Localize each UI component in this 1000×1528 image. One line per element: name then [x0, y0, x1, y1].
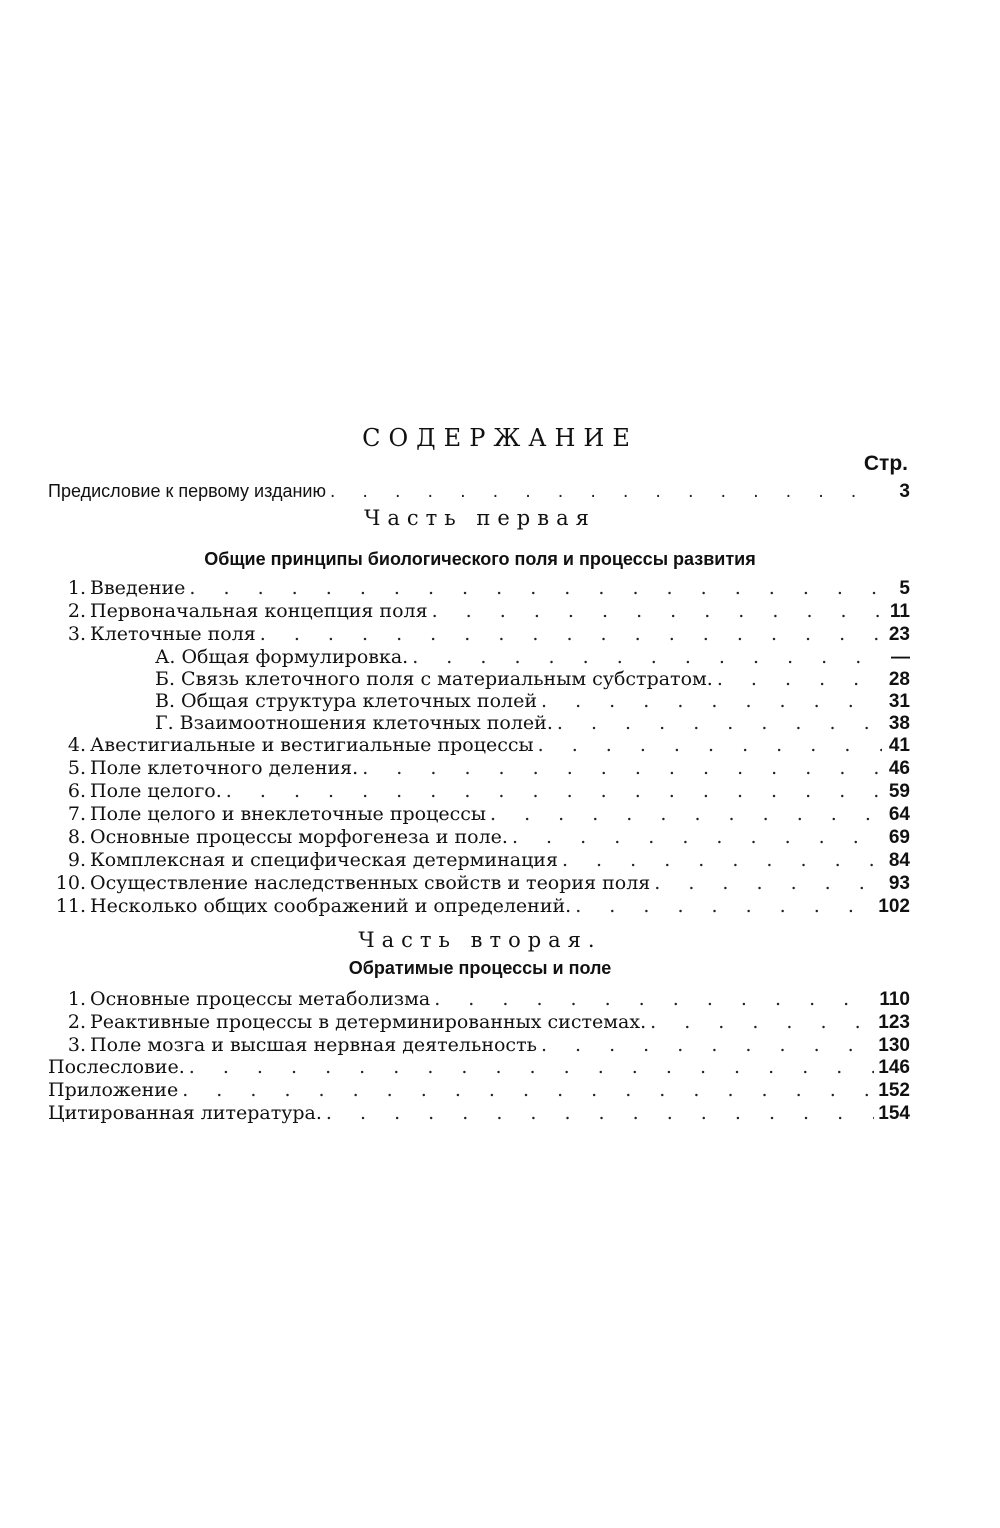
entry-page: 84: [888, 850, 910, 871]
part2-subtitle: Обратимые процессы и поле: [348, 958, 612, 978]
entry-page: 46: [888, 758, 910, 779]
toc-entry[interactable]: [48, 1011, 910, 1033]
entry-page: 130: [878, 1035, 910, 1056]
entry-title: Г. Взаимоотношения клеточных полей.: [155, 712, 553, 734]
leader-dots: [650, 1011, 874, 1033]
leader-dots: [182, 1079, 874, 1101]
entry-title: А. Общая формулировка.: [155, 646, 409, 668]
entry-title: Клеточные поля: [90, 623, 256, 645]
entry-page: 3: [899, 481, 910, 502]
leader-dots: [412, 646, 882, 668]
entry-page: 64: [888, 804, 910, 825]
entry-number: 5.: [67, 757, 86, 779]
entry-title: Несколько общих соображений и определений.: [90, 895, 572, 917]
entry-page: 102: [878, 896, 910, 917]
leader-dots: [512, 826, 882, 848]
toc-entry[interactable]: [48, 600, 910, 622]
entry-title: Введение: [90, 577, 186, 599]
part1-subtitle: Общие принципы биологического поля и процессы развития: [204, 549, 756, 569]
toc-entry[interactable]: [48, 757, 910, 779]
entry-title: Поле клеточного деления.: [90, 757, 359, 779]
entry-number: 6.: [67, 780, 86, 802]
leader-dots: [226, 780, 882, 802]
entry-page: 146: [878, 1057, 910, 1078]
entry-title: Комплексная и специфическая детерминация: [90, 849, 558, 871]
leader-dots: [557, 712, 882, 734]
entry-number: 2.: [67, 600, 86, 622]
entry-title: Реактивные процессы в детерминированных системах.: [90, 1011, 647, 1033]
entry-title: Основные процессы морфогенеза и поле.: [90, 826, 508, 848]
entry-title: Цитированная литература.: [48, 1102, 322, 1124]
entry-title: Поле целого.: [90, 780, 222, 802]
entry-page: 152: [878, 1080, 910, 1101]
entry-title: Осуществление наследственных свойств и теория поля: [90, 872, 651, 894]
entry-title: Авестигиальные и вестигиальные процессы: [90, 734, 534, 756]
leader-dots: [562, 849, 882, 871]
entry-page: 59: [888, 781, 910, 802]
entry-number: 4.: [67, 734, 86, 756]
toc-entry[interactable]: [48, 988, 910, 1010]
toc-entry[interactable]: [48, 849, 910, 871]
entry-title: В. Общая структура клеточных полей: [155, 690, 537, 712]
entry-number: 11.: [55, 895, 86, 917]
entry-title: Основные процессы метаболизма: [90, 988, 431, 1010]
leader-dots: [717, 668, 882, 690]
toc-entry-preface[interactable]: [48, 480, 910, 502]
entry-number: 7.: [67, 803, 86, 825]
toc-entry-appendix[interactable]: [48, 1079, 910, 1101]
entry-title: Послесловие.: [48, 1056, 185, 1078]
entry-page: 38: [888, 713, 910, 734]
leader-dots: [260, 623, 882, 645]
entry-number: 1.: [67, 577, 86, 599]
leader-dots: [490, 803, 882, 825]
entry-page: 154: [878, 1103, 910, 1124]
leader-dots: [654, 872, 882, 894]
entry-page: 41: [888, 735, 910, 756]
part1-title: Часть первая: [364, 506, 596, 530]
entry-page: 11: [889, 601, 910, 622]
toc-entry[interactable]: [48, 895, 910, 917]
entry-title: Первоначальная концепция поля: [90, 600, 428, 622]
toc-entry[interactable]: [48, 1034, 910, 1056]
entry-title: Б. Связь клеточного поля с материальным субстратом.: [155, 668, 713, 690]
toc-subentry[interactable]: [48, 690, 910, 712]
leader-dots: [362, 757, 882, 779]
toc-entry-references[interactable]: [48, 1102, 910, 1124]
entry-title: Поле мозга и высшая нервная деятельность: [90, 1034, 537, 1056]
leader-dots: [575, 895, 874, 917]
toc-subentry[interactable]: [48, 646, 910, 668]
entry-number: 10.: [55, 872, 86, 894]
toc-entry[interactable]: [48, 872, 910, 894]
leader-dots: [538, 734, 882, 756]
leader-dots: [189, 577, 882, 599]
toc-entry-afterword[interactable]: [48, 1056, 910, 1078]
entry-number: 3.: [67, 623, 86, 645]
leader-dots: [189, 1056, 875, 1078]
leader-dots: [434, 988, 875, 1010]
toc-subentry[interactable]: [48, 712, 910, 734]
entry-number: 1.: [67, 988, 86, 1010]
entry-number: 8.: [67, 826, 86, 848]
entry-page: 93: [888, 873, 910, 894]
entry-page: 31: [888, 691, 910, 712]
leader-dots: [330, 481, 882, 503]
toc-subentry[interactable]: [48, 668, 910, 690]
entry-page: 110: [879, 989, 910, 1010]
entry-page: 123: [878, 1012, 910, 1033]
toc-entry[interactable]: [48, 826, 910, 848]
part2-title: Часть вторая.: [358, 928, 602, 952]
toc-entry[interactable]: [48, 623, 910, 645]
entry-page: 23: [888, 624, 910, 645]
toc-entry[interactable]: [48, 803, 910, 825]
toc-entry[interactable]: [48, 734, 910, 756]
entry-page: 5: [899, 578, 910, 599]
entry-title: Приложение: [48, 1079, 179, 1101]
toc-entry[interactable]: [48, 780, 910, 802]
entry-title: Поле целого и внеклеточные процессы: [90, 803, 486, 825]
toc-entry[interactable]: [48, 577, 910, 599]
toc-heading: СОДЕРЖАНИЕ: [362, 424, 638, 452]
leader-dots: [326, 1102, 874, 1124]
entry-number: 3.: [67, 1034, 86, 1056]
page-column-label: Стр.: [863, 452, 908, 475]
entry-number: 9.: [67, 849, 86, 871]
entry-title: Предисловие к первому изданию: [48, 481, 326, 501]
entry-page: 69: [888, 827, 910, 848]
leader-dots: [541, 1034, 874, 1056]
entry-page: —: [891, 647, 910, 668]
leader-dots: [541, 690, 882, 712]
entry-number: 2.: [67, 1011, 86, 1033]
entry-page: 28: [888, 669, 910, 690]
leader-dots: [432, 600, 882, 622]
